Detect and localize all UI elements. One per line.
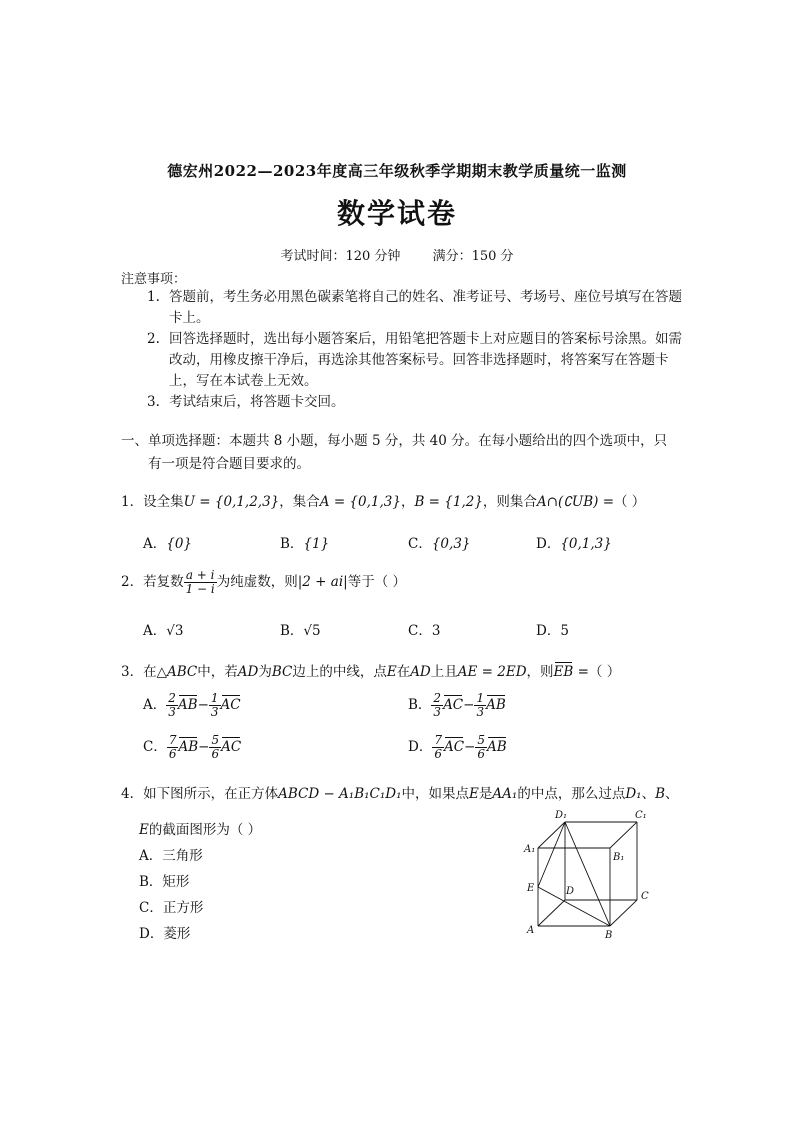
fraction <box>475 734 487 761</box>
fraction-denominator: 1 − i <box>185 582 215 596</box>
option <box>143 692 241 719</box>
option-label: A． <box>143 697 167 713</box>
label-b: B <box>605 930 613 941</box>
fraction-numerator: 5 <box>477 733 486 747</box>
option <box>139 896 203 916</box>
q-math: ABCD − A₁B₁C₁D₁ <box>278 786 402 802</box>
q-math: E <box>139 822 149 838</box>
label-d: D <box>566 886 575 897</box>
q-math: B = {1,2} <box>414 494 483 510</box>
fraction-denominator: 6 <box>168 747 177 761</box>
question-3 <box>121 660 620 680</box>
q-text: 设全集 <box>143 494 184 510</box>
edge-c1b1 <box>610 822 637 848</box>
label-e: E <box>527 883 535 894</box>
q-text: 上且 <box>430 664 458 680</box>
q-text: ，则 <box>526 664 554 680</box>
q-text: ，则集合 <box>482 494 537 510</box>
fraction-numerator: 7 <box>168 733 177 747</box>
q-text: ， <box>400 494 415 510</box>
option-value: √5 <box>303 623 321 639</box>
question-1 <box>121 490 645 510</box>
option-value: 3 <box>431 623 441 639</box>
q-text: 的截面图形为（ ） <box>148 822 262 838</box>
fraction-denominator: 6 <box>434 747 442 761</box>
label-a1: A₁ <box>524 844 536 855</box>
notice-item-number: 1. <box>147 289 160 305</box>
vector-eb: EB <box>553 664 574 680</box>
option-label: B． <box>139 874 163 890</box>
option <box>143 734 241 761</box>
option-label: A． <box>143 536 167 552</box>
vector: AC <box>221 739 242 755</box>
fraction <box>431 692 443 719</box>
option <box>408 619 440 639</box>
option-label: D． <box>139 926 164 942</box>
fraction <box>184 569 217 596</box>
section-heading <box>121 430 681 476</box>
fraction-denominator: 6 <box>211 747 220 761</box>
q-math: B <box>655 786 665 802</box>
vector: AB <box>178 739 199 755</box>
fraction-denominator: 3 <box>210 705 219 719</box>
q-math: U = {0,1,2,3} <box>183 494 280 510</box>
option-label: D． <box>536 623 561 639</box>
option-value: {0} <box>166 536 193 552</box>
option <box>408 692 506 719</box>
notice-item-number: 3. <box>147 394 160 410</box>
q-text: 、 <box>641 786 656 802</box>
q-text: 若复数 <box>143 574 184 590</box>
question-number: 1． <box>121 494 144 510</box>
fraction-numerator: 7 <box>434 733 442 747</box>
label-b1: B₁ <box>613 852 625 863</box>
section-ed1 <box>538 822 565 887</box>
notice-item <box>147 287 687 329</box>
option <box>139 844 203 864</box>
q-text: 如下图所示，在正方体 <box>143 786 279 802</box>
fraction-numerator: 2 <box>433 691 442 705</box>
q-math: △ABC <box>156 664 198 680</box>
option <box>280 532 329 552</box>
edge-a1d1 <box>538 822 565 848</box>
q-math: A = {0,1,3} <box>319 494 401 510</box>
option-value: √3 <box>166 623 184 639</box>
q-text: 中，若 <box>197 664 238 680</box>
question-2 <box>121 567 406 597</box>
fraction <box>167 734 179 761</box>
notice-item-text: 答题前，考生务必用黑色碳素笔将自己的姓名、准考证号、考场号、座位号填写在答题卡上。 <box>169 289 682 326</box>
operator: − <box>198 739 210 755</box>
option <box>536 532 612 552</box>
exam-meta <box>0 245 794 264</box>
vector: AC <box>220 697 241 713</box>
option-value: 正方形 <box>162 900 204 916</box>
option-value: {1} <box>303 536 330 552</box>
option <box>536 619 569 639</box>
q-math: E <box>386 664 397 680</box>
exam-header: 德宏州2022—2023年度高三年级秋季学期期末教学质量统一监测 <box>167 162 627 180</box>
fraction-numerator: 5 <box>211 733 220 747</box>
notice-item-text: 考试结束后，将答题卡交回。 <box>169 394 345 410</box>
fraction-numerator: 1 <box>210 691 219 705</box>
page-title: 数学试卷 <box>336 197 457 230</box>
notice-heading: 注意事项： <box>121 272 187 287</box>
option <box>143 619 183 639</box>
notice-list <box>147 287 687 413</box>
q-text: 等于（ ） <box>347 574 406 590</box>
notice-item <box>147 392 687 413</box>
question-number: 3． <box>121 664 144 680</box>
vector: AB <box>486 697 506 713</box>
q-text: 在 <box>143 664 157 680</box>
notice-item-number: 2. <box>147 331 160 347</box>
option-value: {0,1,3} <box>560 536 612 552</box>
option <box>408 734 507 761</box>
label-d1: D₁ <box>555 810 568 821</box>
option <box>139 870 189 890</box>
q-text: 是 <box>478 786 493 802</box>
vector: AC <box>443 739 465 755</box>
option-value: 三角形 <box>162 848 203 864</box>
option-label: C． <box>143 739 167 755</box>
q-math: AA₁ <box>492 786 518 802</box>
option <box>143 532 192 552</box>
exam-time: 考试时间：120 分钟 <box>280 249 401 264</box>
q-text: 为纯虚数，则 <box>216 574 298 590</box>
section-d1b <box>565 822 610 926</box>
q-math: AD <box>237 664 259 680</box>
fraction <box>209 734 221 761</box>
q-math: BC <box>271 664 293 680</box>
fraction-denominator: 3 <box>433 705 442 719</box>
q-math: AE = 2ED <box>457 664 527 680</box>
option-label: D． <box>536 536 561 552</box>
operator: − <box>463 697 475 713</box>
option-label: B． <box>280 623 304 639</box>
operator: − <box>464 739 476 755</box>
label-a: A <box>527 925 535 936</box>
notice-item <box>147 329 687 392</box>
label-c1: C₁ <box>635 810 647 821</box>
option-label: D． <box>408 739 433 755</box>
option-label: C． <box>408 623 432 639</box>
cube-edges <box>538 822 637 926</box>
q-text: 在 <box>396 664 411 680</box>
vector: AB <box>177 697 198 713</box>
question-4-cont <box>139 818 261 838</box>
cube-figure <box>515 805 665 945</box>
answer-blank: =（ ） <box>573 664 621 680</box>
fraction-numerator: 2 <box>168 691 176 705</box>
q-math: AD <box>410 664 431 680</box>
q-text: 为 <box>258 664 272 680</box>
vector: AC <box>443 697 464 713</box>
q-math: |2 + ai| <box>297 574 348 590</box>
label-c: C <box>641 891 649 902</box>
answer-blank: （ ） <box>614 494 646 510</box>
notice-item-text: 回答选择题时，选出每小题答案后，用铅笔把答题卡上对应题目的答案标号涂黑。如需改动，用橡皮擦干净后，再选涂其他答案标号。回答非选择题时，将答案写在答题卡上，写在本试卷上无效。 <box>169 331 682 389</box>
question-number: 4． <box>121 786 144 802</box>
q-text: 、 <box>665 786 679 802</box>
section-title: 一、单项选择题：本题共 8 小题，每小题 5 分，共 40 分。在每小题给出的四个选项中，只 <box>121 433 668 449</box>
q-math: A∩(∁UB) = <box>536 494 615 510</box>
edge-bc <box>610 900 637 926</box>
fraction-denominator: 3 <box>168 705 176 719</box>
option-value: {0,3} <box>431 536 471 552</box>
fraction-denominator: 6 <box>477 747 486 761</box>
option <box>280 619 321 639</box>
q-text: ，集合 <box>279 494 320 510</box>
option-label: A． <box>139 848 163 864</box>
fraction <box>474 692 486 719</box>
fraction <box>209 692 221 719</box>
option-label: B． <box>280 536 304 552</box>
q-text: 边上的中线，点 <box>292 664 387 680</box>
fraction-numerator: 1 <box>476 691 485 705</box>
question-4 <box>121 782 679 802</box>
fraction-denominator: 3 <box>476 705 485 719</box>
q-math: E <box>469 786 479 802</box>
option-value: 矩形 <box>162 874 190 890</box>
fraction <box>432 734 444 761</box>
option-value: 5 <box>560 623 569 639</box>
fraction-numerator: a + i <box>184 569 217 583</box>
q-math: D₁ <box>625 786 642 802</box>
edge-ad <box>538 900 565 926</box>
option-label: C． <box>139 900 163 916</box>
option-label: A． <box>143 623 167 639</box>
option <box>408 532 471 552</box>
option <box>139 922 190 942</box>
operator: − <box>197 697 209 713</box>
q-text: 中，如果点 <box>401 786 470 802</box>
option-label: B． <box>408 697 432 713</box>
section-title-cont: 有一项是符合题目要求的。 <box>148 456 310 472</box>
exam-score: 满分：150 分 <box>432 249 514 264</box>
vector: AB <box>487 739 507 755</box>
q-text: 的中点，那么过点 <box>517 786 626 802</box>
option-value: 菱形 <box>163 926 191 942</box>
fraction <box>166 692 178 719</box>
option-label: C． <box>408 536 432 552</box>
question-number: 2． <box>121 574 144 590</box>
